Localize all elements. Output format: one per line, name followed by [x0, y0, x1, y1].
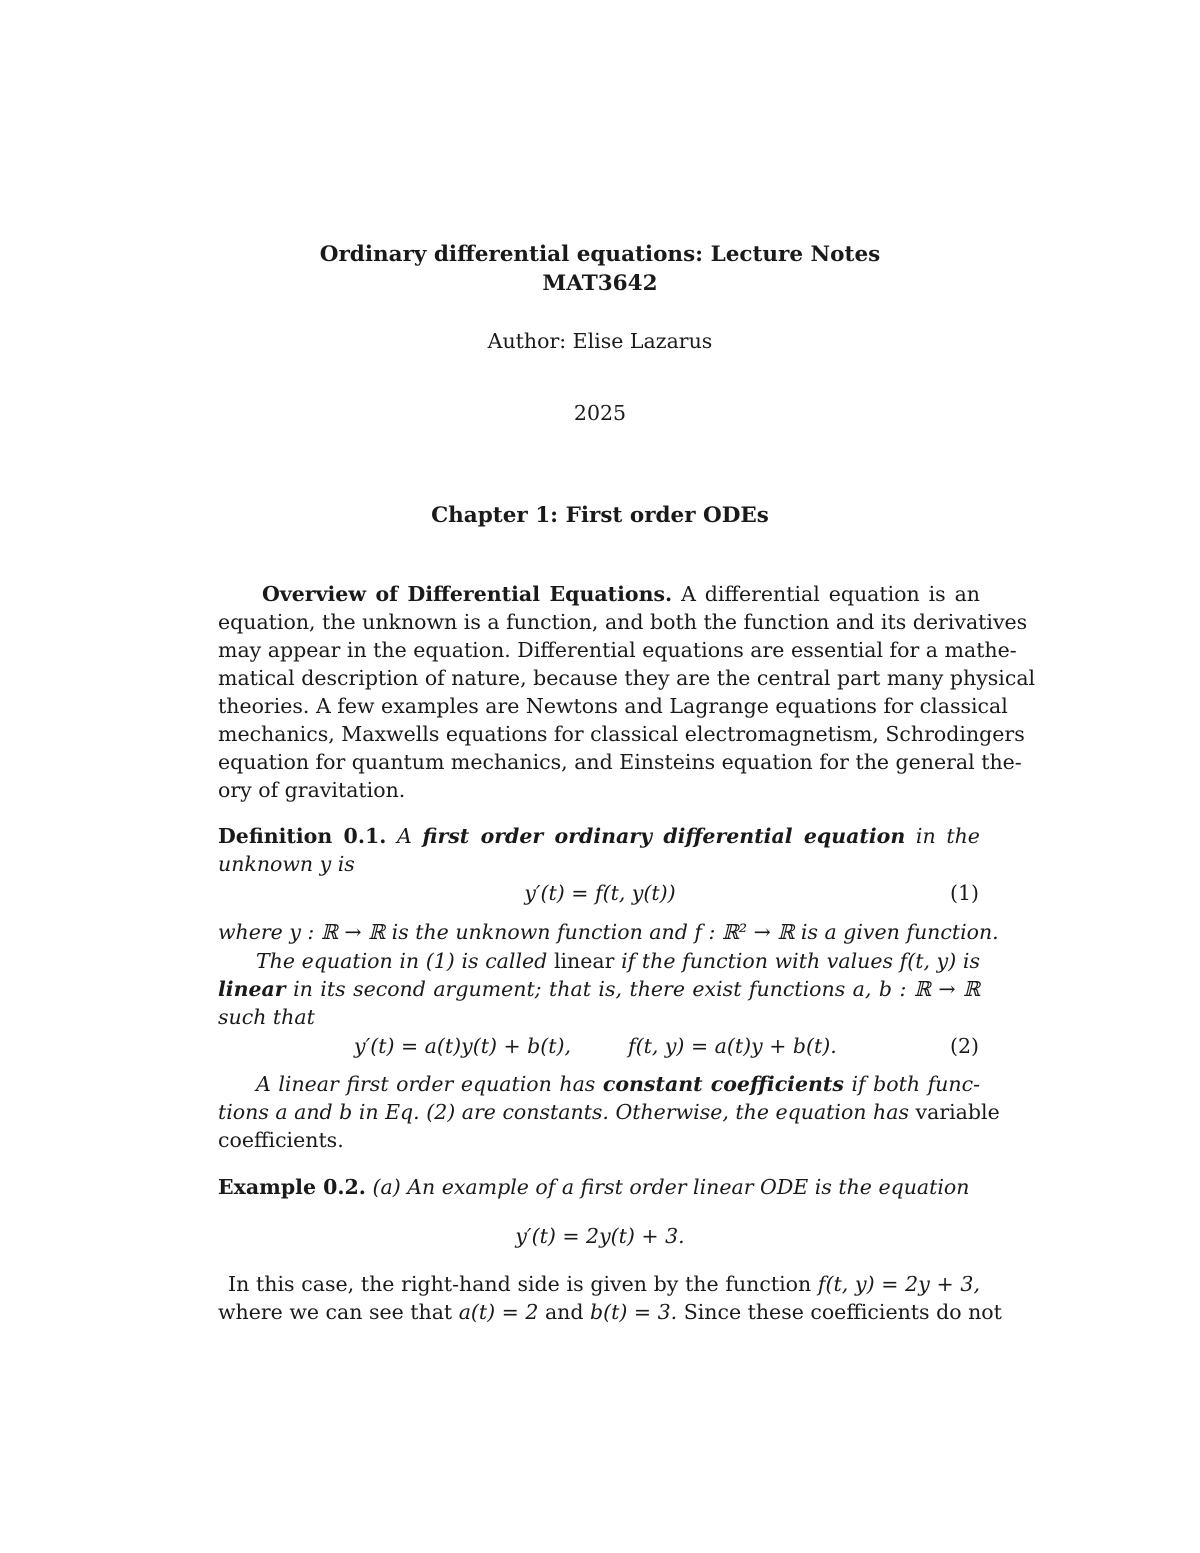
- definition-line-1: Definition 0.1. A first order ordinary differential equation in the: [218, 824, 980, 848]
- overview-line-3: may appear in the equation. Differential equations are essential for a mathe-: [218, 638, 1017, 662]
- example-line-2: In this case, the right-hand side is given by the function f(t, y) = 2y + 3,: [228, 1272, 980, 1296]
- overview-line-1: Overview of Differential Equations. A differential equation is an: [262, 582, 980, 606]
- equation-1: y′(t) = f(t, y(t)): [524, 881, 676, 905]
- linear-line-2: linear in its second argument; that is, there exist functions a, b : ℝ → ℝ: [218, 977, 980, 1001]
- chapter-heading: Chapter 1: First order ODEs: [431, 503, 769, 528]
- year: 2025: [573, 401, 627, 425]
- author-line: Author: Elise Lazarus: [487, 329, 713, 353]
- definition-term: first order ordinary differential equation: [422, 824, 906, 848]
- constant-line-3: coefficients.: [218, 1128, 344, 1152]
- equation-2-number: (2): [950, 1034, 980, 1058]
- overview-line-8: ory of gravitation.: [218, 778, 406, 802]
- example-line-3: where we can see that a(t) = 2 and b(t) = 3. Since these coefficients do not: [218, 1300, 1002, 1324]
- equation-2-left: y′(t) = a(t)y(t) + b(t),: [354, 1034, 572, 1058]
- linear-line-1: The equation in (1) is called linear if the function with values f(t, y) is: [256, 949, 980, 973]
- constant-coefficients-term: constant coefficients: [602, 1072, 844, 1096]
- overview-line-7: equation for quantum mechanics, and Einsteins equation for the general the-: [218, 750, 1022, 774]
- course-code: MAT3642: [542, 271, 658, 296]
- example-equation: y′(t) = 2y(t) + 3.: [515, 1224, 685, 1248]
- definition-label: Definition 0.1.: [218, 824, 387, 848]
- definition-where-line: where y : ℝ → ℝ is the unknown function and f : ℝ² → ℝ is a given function.: [218, 920, 999, 944]
- overview-line-6: mechanics, Maxwells equations for classical electromagnetism, Schrodingers: [218, 722, 1025, 746]
- overview-line-5: theories. A few examples are Newtons and Lagrange equations for classical: [218, 694, 1008, 718]
- linear-line-3: such that: [218, 1005, 315, 1029]
- definition-line-2: unknown y is: [218, 852, 355, 876]
- equation-1-number: (1): [950, 881, 980, 905]
- equation-2-right: f(t, y) = a(t)y + b(t).: [628, 1034, 837, 1058]
- overview-line-2: equation, the unknown is a function, and both the function and its derivatives: [218, 610, 1028, 634]
- overview-heading: Overview of Differential Equations.: [262, 582, 673, 606]
- overview-line-4: matical description of nature, because they are the central part many physical: [218, 666, 1036, 690]
- constant-line-1: A linear first order equation has constant coefficients if both func-: [256, 1072, 980, 1096]
- document-title: Ordinary differential equations: Lecture Notes: [319, 242, 881, 267]
- constant-line-2: tions a and b in Eq. (2) are constants. Otherwise, the equation has variable: [218, 1100, 1000, 1124]
- example-line-1: Example 0.2. (a) An example of a first order linear ODE is the equation: [218, 1175, 970, 1199]
- example-label: Example 0.2.: [218, 1175, 366, 1199]
